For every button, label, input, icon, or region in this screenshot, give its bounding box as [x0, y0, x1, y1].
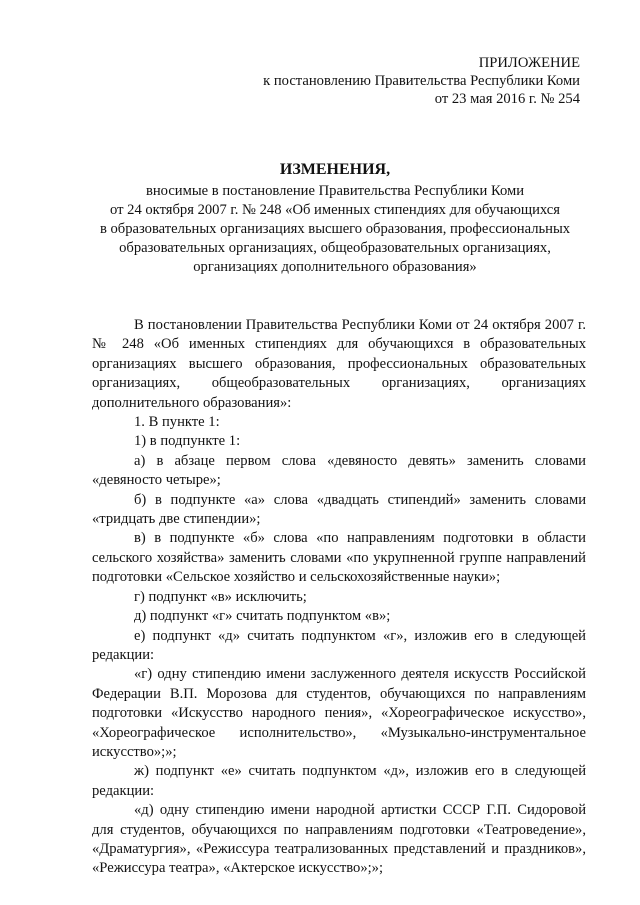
paragraph-d: д) подпункт «г» считать подпунктом «в»;: [134, 608, 391, 625]
paragraph-intro: В постановлении Правительства Республики Коми от 24 октября 2007 г. № 248 «Об именных стипендиях для обучающихся в образовательных организациях высшего образования, профессиональных образовательных организациях, общеобразовательных организациях, организациях дополнительного образования»:: [92, 317, 586, 411]
paragraph-b: б) в подпункте «а» слова «двадцать стипендий» заменить словами «тридцать две стипендии»;: [92, 491, 586, 528]
paragraph-g: г) подпункт «в» исключить;: [134, 588, 307, 605]
title-line-5: организациях дополнительного образования»: [193, 259, 477, 275]
appendix-header: [263, 54, 580, 108]
paragraph-item-1: 1. В пункте 1:: [134, 414, 220, 431]
paragraph-zh: ж) подпункт «е» считать подпунктом «д», изложив его в следующей редакции:: [92, 763, 586, 799]
appendix-label: ПРИЛОЖЕНИЕ: [478, 55, 580, 71]
title-line-1: вносимые в постановление Правительства Республики Коми: [145, 183, 525, 199]
paragraph-e: е) подпункт «д» считать подпунктом «г», изложив его в следующей редакции:: [92, 627, 586, 663]
paragraph-zh-text: «д) одну стипендию имени народной артистки СССР Г.П. Сидоровой для студентов, обучающихся по направлениям подготовки «Театроведение», «Драматургия», «Режиссура театрализованных представлений и праздников», «Режиссура театра», «Актерское искусство»;»;: [92, 802, 586, 877]
title-heading: ИЗМЕНЕНИЯ,: [279, 161, 391, 178]
paragraph-e-text: «г) одну стипендию имени заслуженного деятеля искусств Российской Федерации В.П. Морозова для студентов, обучающихся по направлениям подготовки «Искусство народного пения», «Хореографическое искусство», «Хореографическое исполнительство», «Музыкально-инструментальное искусство»;»;: [92, 666, 586, 760]
title-line-3: в образовательных организациях высшего образования, профессиональных: [99, 221, 571, 237]
title-line-4: образовательных организациях, общеобразовательных организациях,: [119, 240, 551, 256]
paragraph-subitem-1: 1) в подпункте 1:: [134, 433, 241, 450]
paragraph-a: а) в абзаце первом слова «девяносто девять» заменить словами «девяносто четыре»;: [92, 452, 586, 489]
appendix-date: от 23 мая 2016 г. № 254: [434, 91, 580, 107]
paragraph-v: в) в подпункте «б» слова «по направлениям подготовки в области сельского хозяйства» заменить словами «по укрупненной группе направлений подготовки «Сельское хозяйство и сельскохозяйственные науки»;: [92, 530, 586, 586]
appendix-resolution: к постановлению Правительства Республики Коми: [263, 73, 580, 89]
title-line-2: от 24 октября 2007 г. № 248 «Об именных стипендиях для обучающихся: [110, 202, 560, 218]
document-title: [80, 160, 590, 277]
document-body: [92, 316, 586, 879]
